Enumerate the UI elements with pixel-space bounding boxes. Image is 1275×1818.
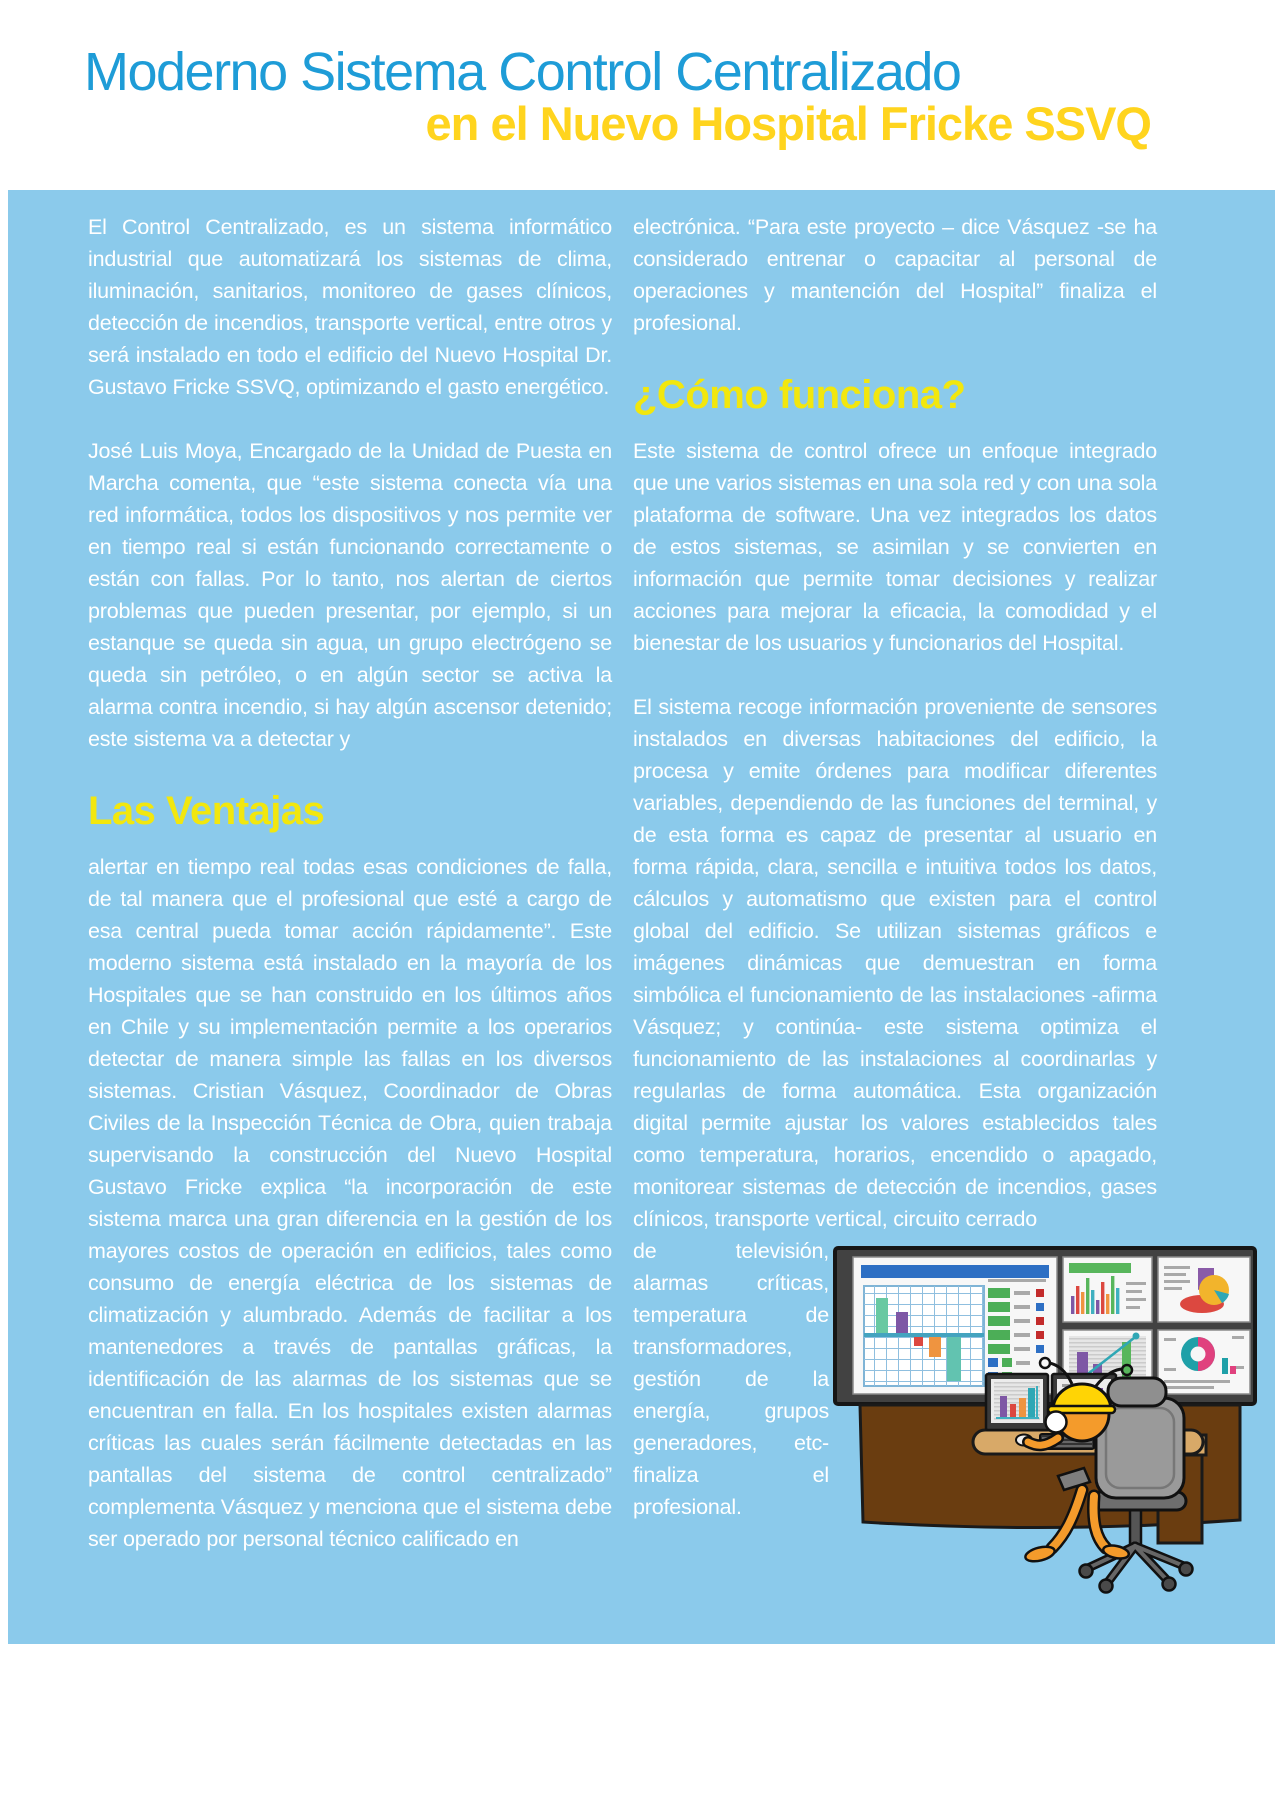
section-heading-como-funciona: ¿Cómo funciona? — [633, 373, 966, 417]
footer-divider-bar — [174, 1762, 185, 1818]
footer-text: BOLETÍN NUEVO HOSPITAL DR. GUSTAVO FRICKE - SSVQ — [206, 1778, 687, 1801]
page-number: 2 — [138, 1775, 152, 1804]
paragraph: El sistema recoge información proveniente de sensores instalados en diversas habitaciones del edificio, la procesa y emite órdenes para modificar diferentes variables, dependiendo de las funciones del terminal, y de esta forma es capaz de presentar al usuario en forma rápida, clara, sencilla e intuitiva todos los datos, cálculos y automatismo que existen para el control global del edificio. Se utilizan sistemas gráficos e imágenes dinámicas que demuestran en forma simbólica el funcionamiento de las instalaciones -afirma Vásquez; y continúa- este sistema optimiza el funcionamiento de las instalaciones al coordinarlas y regularlas de forma automática. Esta organización digital permite ajustar los valores establecidos tales como temperatura, horarios, encendido o apagado, monitorear sistemas de detección de incendios, gases clínicos, transporte vertical, circuito cerrado — [633, 695, 1157, 1231]
section-heading-ventajas: Las Ventajas — [88, 789, 325, 833]
page-subtitle: en el Nuevo Hospital Fricke SSVQ — [425, 97, 1151, 150]
paragraph-wrapped-narrow: de televisión, alarmas críticas, temperatura de transformadores, gestión de la energía, grupos generadores, etc- finaliza el profesional. — [633, 1239, 829, 1519]
page-footer — [138, 1762, 806, 1818]
page-title: Moderno Sistema Control Centralizado — [84, 42, 961, 102]
paragraph: alertar en tiempo real todas esas condiciones de falla, de tal manera que el profesional que esté a cargo de esa central pueda tomar acción rápidamente”. Este moderno sistema está instalado en la mayoría de los Hospitales que se han construido en los últimos años en Chile y su implementación permite a los operarios detectar de manera simple las fallas en los diversos sistemas. Cristian Vásquez, Coordinador de Obras Civiles de la Inspección Técnica de Obra, quien trabaja supervisando la construcción del Nuevo Hospital Gustavo Fricke explica “la incorporación de este sistema marca una gran diferencia en la gestión de los mayores costos de operación en edificios, tales como consumo de energía eléctrica de los sistemas de climatización y alumbrado. Además de facilitar a los mantenedores a través de pantallas gráficas, la identificación de las alarmas de los sistemas que se encuentran en falla. En los hospitales existen alarmas críticas las cuales serán fácilmente detectadas en las pantallas del sistema de control centralizado” complementa Vásquez y menciona que el sistema debe ser operado por personal técnico calificado en — [88, 855, 612, 1551]
left-column — [88, 211, 612, 1587]
control-room-illustration — [790, 1238, 1262, 1610]
paragraph: electrónica. “Para este proyecto – dice Vásquez -se ha considerado entrenar o capacitar al personal de operaciones y mantención del Hospital” finaliza el profesional. — [633, 215, 1157, 335]
paragraph: José Luis Moya, Encargado de la Unidad de Puesta en Marcha comenta, que “este sistema conecta vía una red informática, todos los dispositivos y nos permite ver en tiempo real si están funcionando correctamente o están con fallas. Por lo tanto, nos alertan de ciertos problemas que pueden presentar, por ejemplo, si un estanque se queda sin agua, un grupo electrógeno se queda sin petróleo, o en algún sector se activa la alarma contra incendio, si hay algún ascensor detenido; este sistema va a detectar y — [88, 439, 612, 751]
paragraph: El Control Centralizado, es un sistema informático industrial que automatizará los sistemas de clima, iluminación, sanitarios, monitoreo de gases clínicos, detección de incendios, transporte vertical, entre otros y será instalado en todo el edificio del Nuevo Hospital Dr. Gustavo Fricke SSVQ, optimizando el gasto energético. — [88, 215, 612, 399]
paragraph: Este sistema de control ofrece un enfoque integrado que une varios sistemas en una sola red y con una sola plataforma de software. Una vez integrados los datos de estos sistemas, se asimilan y se convierten en información que permite tomar decisiones y realizar acciones para mejorar la eficacia, la comodidad y el bienestar de los usuarios y funcionarios del Hospital. — [633, 439, 1157, 655]
